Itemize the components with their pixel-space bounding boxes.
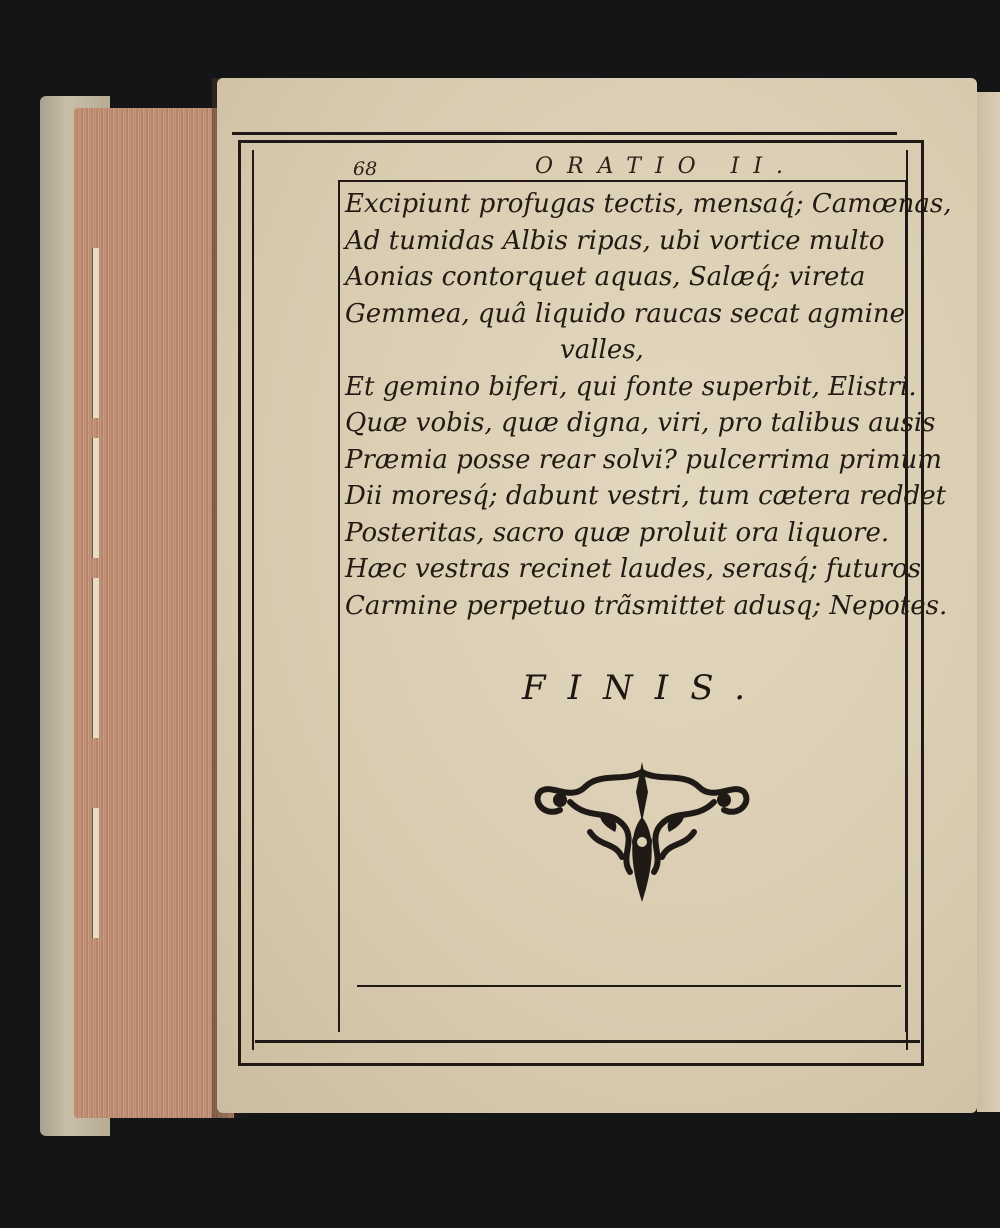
finis-heading: FINIS. bbox=[522, 668, 768, 708]
fleuron-ornament-icon bbox=[530, 762, 754, 904]
verse-line-turnover: valles, bbox=[560, 335, 644, 365]
page-edges bbox=[74, 108, 234, 1118]
verse-line: Aonias contorquet aquas, Salæq́; vireta bbox=[345, 262, 866, 292]
running-head bbox=[345, 154, 905, 180]
next-page-edge bbox=[977, 92, 1000, 1112]
frame-rule-top bbox=[232, 132, 897, 135]
verse-line: Posteritas, sacro quæ proluit ora liquore. bbox=[345, 517, 890, 548]
verse-line: Excipiunt profugas tectis, mensaq́; Camœnas, bbox=[345, 189, 952, 219]
verse-block bbox=[345, 186, 952, 624]
verse-line: Et gemino biferi, qui fonte superbit, Elistri. bbox=[345, 371, 917, 402]
page-number: 68 bbox=[353, 158, 378, 180]
verse-line: Gemmea, quâ liquido raucas secat agmine bbox=[345, 298, 906, 329]
footer-rule bbox=[357, 985, 901, 987]
text-rule-left bbox=[338, 182, 340, 1032]
verse-line: Ad tumidas Albis ripas, ubi vortice multo bbox=[345, 225, 885, 256]
running-title: ORATIO II. bbox=[535, 154, 798, 179]
verse-line: Carmine perpetuo trãsmittet adusq; Nepotes. bbox=[345, 590, 948, 621]
verse-line: Quæ vobis, quæ digna, viri, pro talibus ausis bbox=[345, 408, 936, 438]
verse-line: Dii moresq́; dabunt vestri, tum cætera reddet bbox=[345, 481, 947, 511]
verse-line: Præmia posse rear solvi? pulcerrima primum bbox=[345, 444, 942, 475]
verse-line: Hæc vestras recinet laudes, serasq́; futuros bbox=[345, 554, 921, 584]
frame-rule-bottom bbox=[255, 1040, 920, 1043]
header-rule bbox=[338, 180, 906, 182]
